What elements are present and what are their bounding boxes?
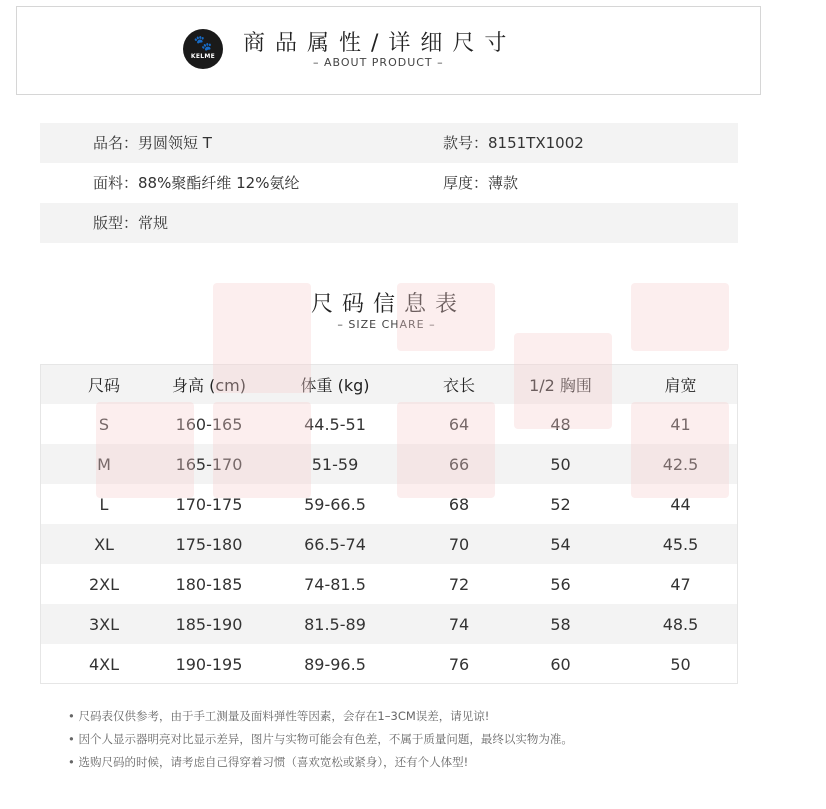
attribute-row xyxy=(40,163,738,203)
table-cell: 66.5-74 xyxy=(304,534,366,554)
table-cell: 76 xyxy=(448,654,470,674)
attribute-row xyxy=(40,203,738,243)
table-row xyxy=(40,644,738,684)
table-cell: 70 xyxy=(448,534,470,554)
table-cell: 42.5 xyxy=(662,454,699,474)
table-cell: 190-195 xyxy=(175,654,243,674)
table-cell: 2XL xyxy=(88,574,120,594)
attribute-fabric: 面料：88%聚酯纤维 12%氨纶 xyxy=(93,174,300,192)
size-table xyxy=(40,364,738,684)
table-row xyxy=(40,484,738,524)
table-cell: 56 xyxy=(550,574,571,594)
size-chart-title: 尺码信息表 xyxy=(310,292,466,317)
table-cell: 50 xyxy=(670,654,691,674)
table-cell: 175-180 xyxy=(175,534,243,554)
table-cell: 3XL xyxy=(88,614,120,634)
kelme-logo xyxy=(183,29,223,69)
attribute-name: 品名：男圆领短 T xyxy=(93,134,212,152)
size-chart-subtitle: – SIZE CHARE – xyxy=(337,318,436,331)
table-cell: 74-81.5 xyxy=(304,574,366,594)
table-row xyxy=(40,524,738,564)
table-cell: 81.5-89 xyxy=(304,614,366,634)
notes xyxy=(68,705,573,774)
table-row xyxy=(40,404,738,444)
table-cell: 59-66.5 xyxy=(304,494,366,514)
table-cell: 68 xyxy=(448,494,470,514)
table-cell: 44 xyxy=(670,494,691,514)
table-cell: 160-165 xyxy=(175,414,243,434)
table-row xyxy=(40,604,738,644)
table-cell: 58 xyxy=(550,614,571,634)
table-cell: XL xyxy=(94,534,114,554)
header-cell: 1/2 胸围 xyxy=(529,375,592,395)
logo-brand-text: KELME xyxy=(190,53,216,60)
table-cell: 52 xyxy=(550,494,571,514)
table-cell: 41 xyxy=(670,414,691,434)
table-cell: 165-170 xyxy=(175,454,243,474)
attribute-style-no: 款号：8151TX1002 xyxy=(443,134,584,152)
table-cell: L xyxy=(99,494,109,514)
header-cell: 肩宽 xyxy=(664,375,697,395)
attribute-row xyxy=(40,123,738,163)
table-cell: 74 xyxy=(448,614,470,634)
page-subtitle: – ABOUT PRODUCT – xyxy=(313,56,444,69)
table-cell: 48.5 xyxy=(662,614,699,634)
header-cell: 体重 (kg) xyxy=(300,375,370,395)
table-cell: 64 xyxy=(448,414,470,434)
table-cell: 50 xyxy=(550,454,571,474)
header-cell: 衣长 xyxy=(442,375,475,395)
table-row xyxy=(40,444,738,484)
note-item: • 因个人显示器明亮对比显示差异，图片与实物可能会有色差，不属于质量问题，最终以实物为准。 xyxy=(68,732,573,746)
table-cell: S xyxy=(98,414,110,434)
table-cell: 45.5 xyxy=(662,534,699,554)
table-cell: M xyxy=(97,454,111,474)
table-cell: 54 xyxy=(550,534,571,554)
header-cell: 尺码 xyxy=(87,375,120,395)
table-cell: 48 xyxy=(550,414,571,434)
note-item: • 尺码表仅供参考，由于手工测量及面料弹性等因素，会存在1–3CM误差，请见谅! xyxy=(68,709,490,723)
table-cell: 44.5-51 xyxy=(304,414,366,434)
attribute-thickness: 厚度：薄款 xyxy=(443,174,519,192)
table-cell: 47 xyxy=(670,574,691,594)
page-title: 商品属性/详细尺寸 xyxy=(243,31,517,56)
table-cell: 170-175 xyxy=(175,494,243,514)
note-item: • 选购尺码的时候，请考虑自己得穿着习惯（喜欢宽松或紧身），还有个人体型! xyxy=(68,755,469,769)
header-cell: 身高 (cm) xyxy=(172,375,246,395)
attribute-table xyxy=(40,123,738,243)
table-header-row xyxy=(40,364,738,404)
table-cell: 89-96.5 xyxy=(304,654,366,674)
attribute-fit: 版型：常规 xyxy=(93,214,169,232)
table-cell: 72 xyxy=(448,574,470,594)
table-cell: 66 xyxy=(448,454,470,474)
paw-icon: 🐾 xyxy=(193,34,213,52)
table-cell: 60 xyxy=(550,654,571,674)
table-row xyxy=(40,564,738,604)
table-cell: 4XL xyxy=(88,654,120,674)
table-cell: 180-185 xyxy=(175,574,243,594)
table-cell: 51-59 xyxy=(311,454,359,474)
table-cell: 185-190 xyxy=(175,614,243,634)
